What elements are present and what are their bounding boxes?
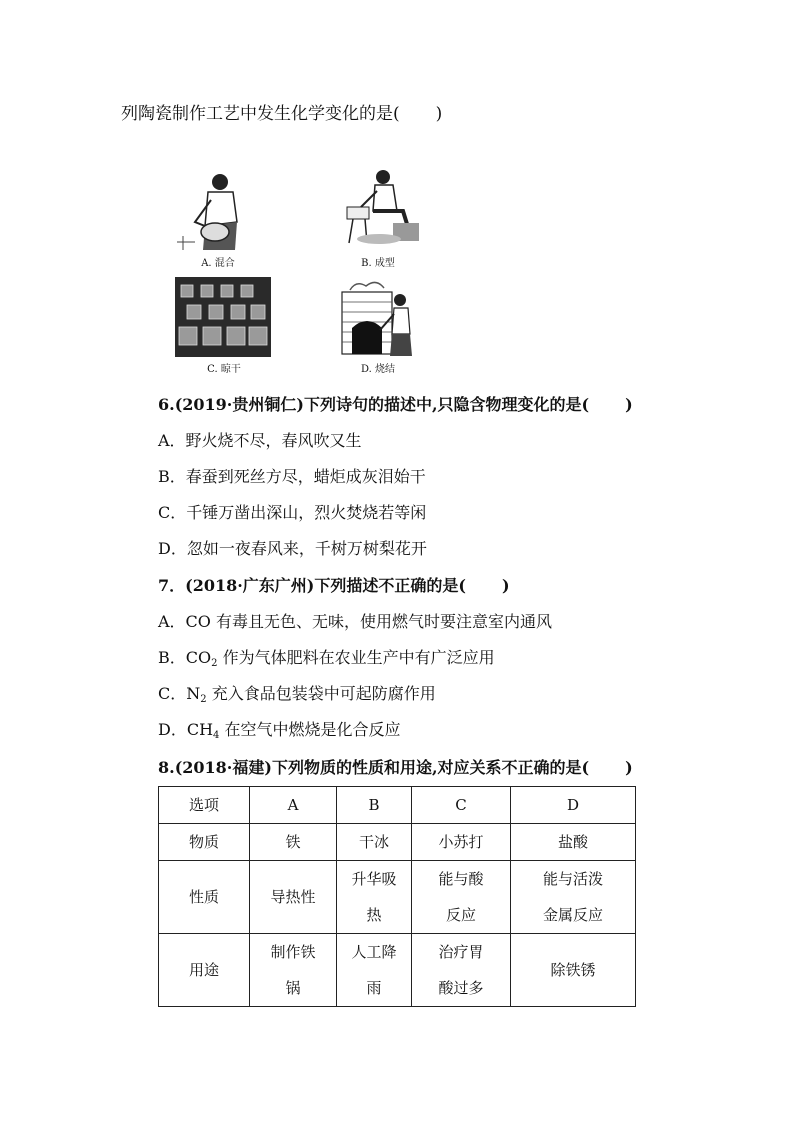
table-cell: 制作铁 锅 bbox=[250, 934, 337, 1007]
figure-c-caption: C. 晾干 bbox=[207, 364, 241, 375]
potter-mixing-icon bbox=[175, 170, 255, 252]
table-row bbox=[159, 934, 636, 1007]
question-6-option-c: C．千锤万凿出深山，烈火焚烧若等闲 bbox=[158, 503, 427, 522]
table-cell: 治疗胃 酸过多 bbox=[412, 934, 511, 1007]
table-cell: 盐酸 bbox=[511, 824, 636, 861]
table-header-cell: D bbox=[511, 787, 636, 824]
question-8-stem: 8.(2018·福建)下列物质的性质和用途,对应关系不正确的是( ) bbox=[158, 758, 633, 777]
question-7-stem: 7．(2018·广东广州)下列描述不正确的是( ) bbox=[158, 576, 510, 595]
table-cell: 升华吸 热 bbox=[337, 861, 412, 934]
figure-a bbox=[175, 170, 255, 252]
table-row bbox=[159, 861, 636, 934]
question-7-option-d: D．$CH_4$ 在空气中燃烧是化合反应 bbox=[158, 720, 401, 741]
row-label: 性质 bbox=[159, 861, 250, 934]
table-header-cell: C bbox=[412, 787, 511, 824]
row-label: 物质 bbox=[159, 824, 250, 861]
kiln-firing-icon bbox=[336, 278, 416, 358]
question-6-option-d: D．忽如一夜春风来，千树万树梨花开 bbox=[158, 539, 427, 558]
table-header-cell: A bbox=[250, 787, 337, 824]
table-cell: 人工降 雨 bbox=[337, 934, 412, 1007]
drying-cups-icon bbox=[175, 277, 271, 357]
table-cell: 小苏打 bbox=[412, 824, 511, 861]
figure-d bbox=[336, 278, 416, 358]
property-usage-table bbox=[158, 786, 636, 1007]
figure-b bbox=[333, 167, 425, 247]
figure-d-caption: D. 烧结 bbox=[360, 364, 396, 375]
table-cell: 能与酸 反应 bbox=[412, 861, 511, 934]
table-header-cell: B bbox=[337, 787, 412, 824]
row-label: 用途 bbox=[159, 934, 250, 1007]
question-6-option-a: A．野火烧不尽，春风吹又生 bbox=[158, 431, 362, 450]
table-cell: 除铁锈 bbox=[511, 934, 636, 1007]
table-cell: 干冰 bbox=[337, 824, 412, 861]
question-6-option-b: B．春蚕到死丝方尽，蜡炬成灰泪始干 bbox=[158, 467, 426, 486]
figure-c bbox=[175, 277, 271, 357]
table-header-cell: 选项 bbox=[159, 787, 250, 824]
table-cell: 能与活泼 金属反应 bbox=[511, 861, 636, 934]
question-7-option-c: C．$N_2$ 充入食品包装袋中可起防腐作用 bbox=[158, 684, 436, 705]
potter-wheel-icon bbox=[333, 167, 425, 247]
question-7-option-a: A．CO 有毒且无色、无味，使用燃气时要注意室内通风 bbox=[158, 612, 553, 631]
question-7-option-b: B．$CO_2$ 作为气体肥料在农业生产中有广泛应用 bbox=[158, 648, 495, 669]
question-5-stem: 列陶瓷制作工艺中发生化学变化的是( ) bbox=[121, 104, 443, 124]
table-header-row bbox=[159, 787, 636, 824]
figure-b-caption: B. 成型 bbox=[361, 258, 395, 269]
table-row bbox=[159, 824, 636, 861]
figure-a-caption: A. 混合 bbox=[201, 258, 235, 269]
question-6-stem: 6.(2019·贵州铜仁)下列诗句的描述中,只隐含物理变化的是( ) bbox=[158, 395, 633, 414]
table-cell: 导热性 bbox=[250, 861, 337, 934]
table-cell: 铁 bbox=[250, 824, 337, 861]
